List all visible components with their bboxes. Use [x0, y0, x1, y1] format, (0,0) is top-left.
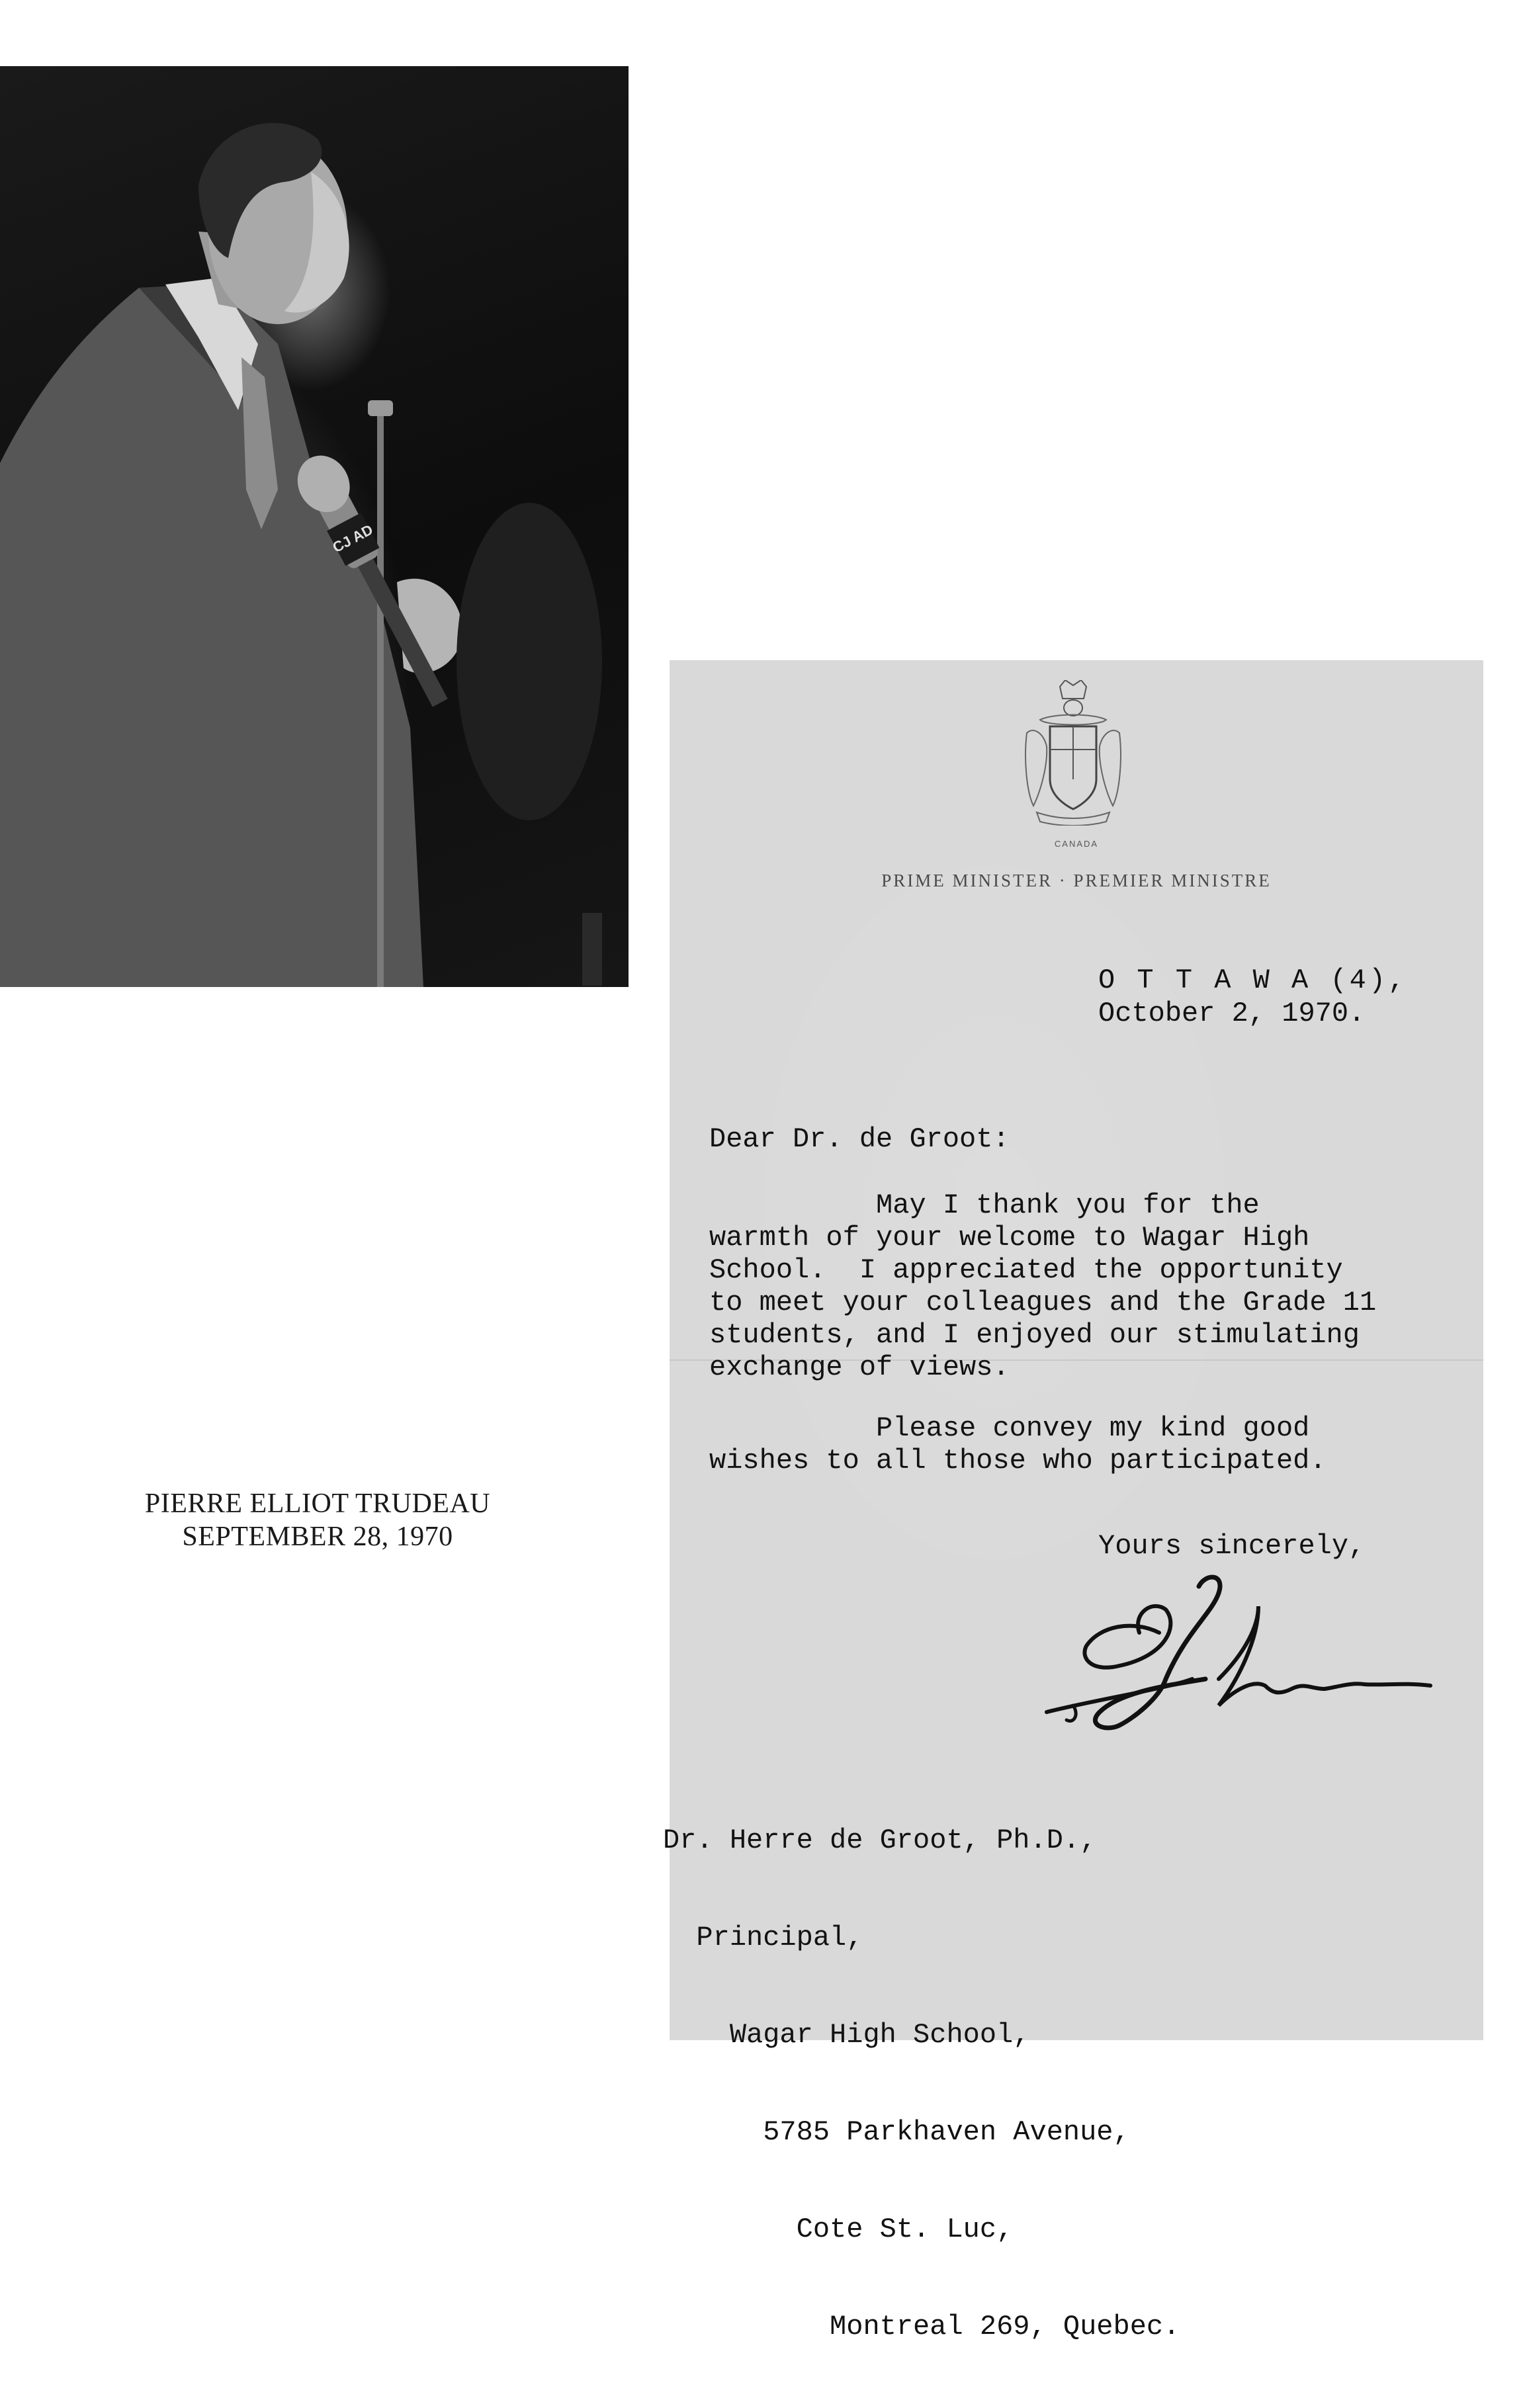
trudeau-photo [0, 66, 629, 987]
letter-paragraph-1: May I thank you for the warmth of your welcome to Wagar High School. I appreciated the opportunity to meet your colleagues and the Grade 11 students, and I enjoyed our stimulating exchange of views. [709, 1189, 1377, 1383]
letter-address [663, 1760, 1180, 2408]
address-line: Montreal 269, Quebec. [663, 2311, 1180, 2343]
crest-country-label: CANADA [1054, 839, 1099, 849]
coat-of-arms-icon [1014, 680, 1133, 826]
handwritten-signature [967, 1547, 1483, 1745]
letter-salutation: Dear Dr. de Groot: [709, 1123, 1010, 1155]
photo-caption [99, 1487, 536, 1553]
photo-illustration [0, 66, 629, 987]
address-line: Cote St. Luc, [663, 2214, 1014, 2245]
letter-image [663, 660, 1483, 2343]
address-line: Wagar High School, [663, 2019, 1030, 2051]
mic-flag-label: CJ AD [329, 521, 376, 556]
letter-paragraph-2: Please convey my kind good wishes to all those who participated. [709, 1412, 1327, 1477]
letter-city: O T T A W A (4), [1098, 965, 1408, 996]
address-line: Dr. Herre de Groot, Ph.D., [663, 1825, 1097, 1856]
letterhead: PRIME MINISTER · PREMIER MINISTRE [881, 871, 1272, 890]
letter-date: October 2, 1970. [1098, 998, 1366, 1029]
address-line: Principal, [663, 1922, 863, 1954]
letter-closing: Yours sincerely, [1098, 1530, 1366, 1562]
caption-date: SEPTEMBER 28, 1970 [182, 1522, 453, 1552]
address-line: 5785 Parkhaven Avenue, [663, 2116, 1130, 2148]
caption-name: PIERRE ELLIOT TRUDEAU [144, 1488, 491, 1519]
